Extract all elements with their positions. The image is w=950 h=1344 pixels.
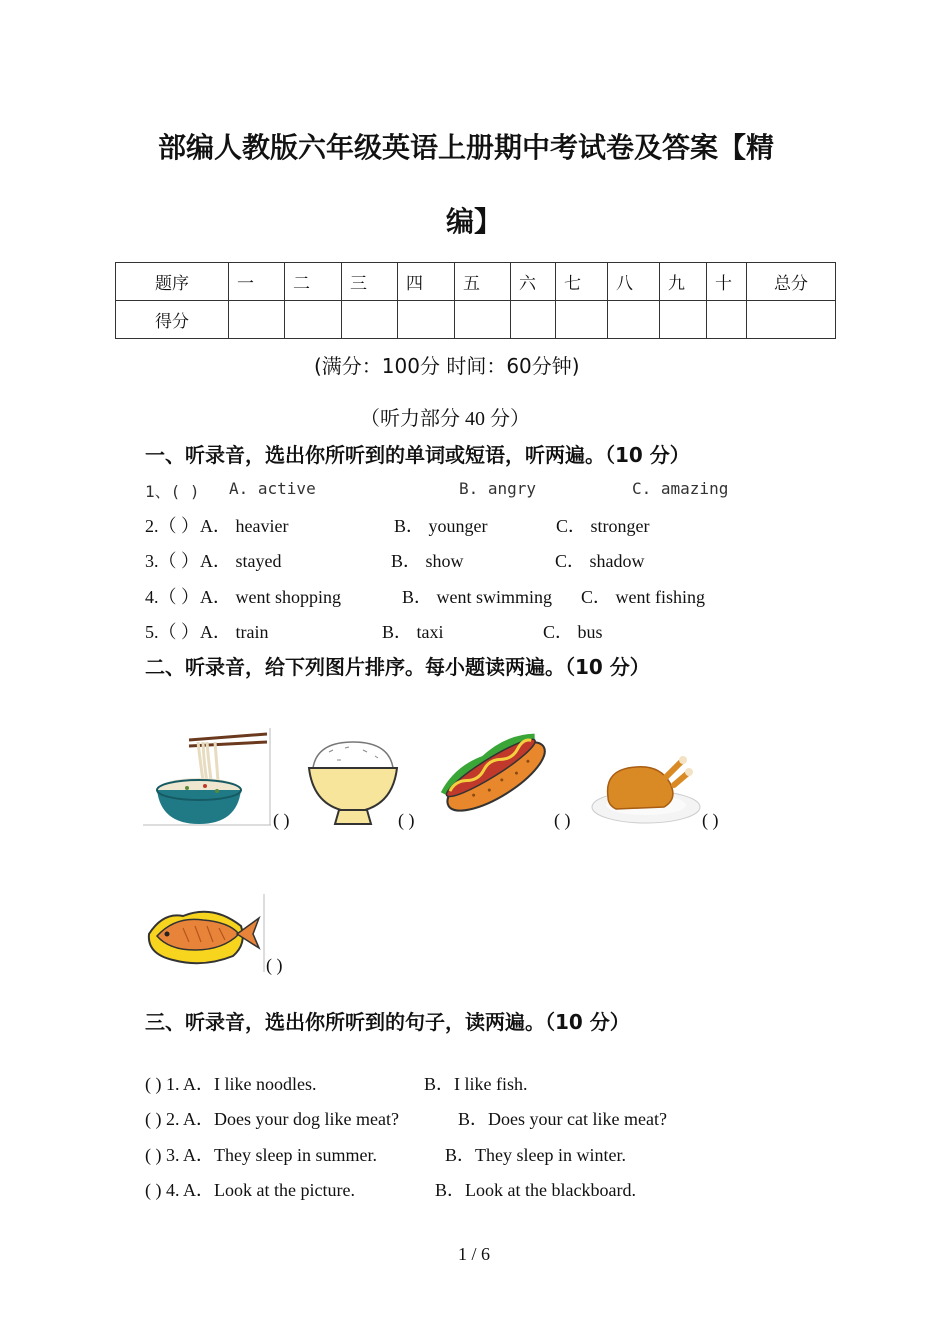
section2-title: 二、听录音，给下列图片排序。每小题读两遍。（10 分） [145,655,650,679]
q1-option-a: A. active [229,479,316,498]
score-cell[interactable] [455,301,511,339]
header-cell: 二 [285,263,342,301]
score-cell[interactable] [660,301,707,339]
header-cell: 八 [608,263,660,301]
score-cell[interactable] [608,301,660,339]
score-cell[interactable] [511,301,556,339]
q2-option-c: C． stronger [556,516,650,536]
score-table [115,262,836,339]
s3-item4-b: B．Look at the blackboard. [435,1180,636,1200]
header-cell: 总分 [747,263,836,301]
q4-option-a: A． went shopping [200,587,341,607]
header-cell: 十 [707,263,747,301]
page-title-line1: 部编人教版六年级英语上册期中考试卷及答案【精 [158,131,775,164]
s3-item3-a: ( ) 3. A．They sleep in summer. [145,1145,377,1165]
header-cell: 四 [398,263,455,301]
score-table-header-row [116,263,836,301]
header-cell: 五 [455,263,511,301]
header-cell: 三 [342,263,398,301]
score-cell[interactable] [556,301,608,339]
q3-option-a: A． stayed [200,551,282,571]
q4-number: 4.（ ） [145,587,199,607]
q5-number: 5.（ ） [145,622,199,642]
s3-item2-b: B．Does your cat like meat? [458,1109,667,1129]
score-cell[interactable] [285,301,342,339]
score-table-score-row [116,301,836,339]
q3-option-b: B． show [391,551,464,571]
roast-chicken-image [590,755,702,825]
fried-fish-image [143,894,267,974]
score-cell[interactable] [398,301,455,339]
header-cell: 题序 [116,263,229,301]
page-title-line2: 编】 [446,205,503,238]
score-cell[interactable] [229,301,285,339]
header-cell: 七 [556,263,608,301]
q4-option-c: C． went fishing [581,587,705,607]
fish-answer-paren[interactable]: ( ) [266,955,283,975]
noodles-answer-paren[interactable]: ( ) [273,810,290,830]
s3-item1-b: B．I like fish. [424,1074,528,1094]
s3-item2-a: ( ) 2. A．Does your dog like meat? [145,1109,399,1129]
q5-option-c: C． bus [543,622,603,642]
full-score-note: (满分：100分 时间：60分钟) [314,354,580,378]
section3-title: 三、听录音，选出你所听到的句子，读两遍。（10 分） [145,1010,630,1034]
s3-item3-b: B．They sleep in winter. [445,1145,626,1165]
q3-option-c: C． shadow [555,551,645,571]
q2-number: 2.（ ） [145,516,199,536]
q1-number: 1、( ) [145,482,200,501]
section1-title: 一、听录音，选出你所听到的单词或短语，听两遍。（10 分） [145,443,690,467]
rice-bowl-image [305,738,400,828]
noodles-image [143,728,271,826]
s3-item1-a: ( ) 1. A．I like noodles. [145,1074,317,1094]
score-cell[interactable] [747,301,836,339]
q4-option-b: B． went swimming [402,587,553,607]
header-cell: 一 [229,263,285,301]
q3-number: 3.（ ） [145,551,199,571]
rice-answer-paren[interactable]: ( ) [398,810,415,830]
score-cell[interactable] [342,301,398,339]
q2-option-a: A． heavier [200,516,289,536]
header-cell: 九 [660,263,707,301]
q1-option-b: B. angry [459,479,537,498]
chicken-answer-paren[interactable]: ( ) [702,810,719,830]
q5-option-a: A． train [200,622,269,642]
row-label: 得分 [116,301,229,339]
s3-item4-a: ( ) 4. A．Look at the picture. [145,1180,355,1200]
hot-dog-answer-paren[interactable]: ( ) [554,810,571,830]
score-cell[interactable] [707,301,747,339]
listening-part-heading: （听力部分 40 分） [360,408,530,430]
q5-option-b: B． taxi [382,622,444,642]
page-number: 1 / 6 [458,1244,491,1264]
hot-dog-image [435,721,553,825]
q2-option-b: B． younger [394,516,488,536]
header-cell: 六 [511,263,556,301]
q1-option-c: C. amazing [632,479,729,498]
